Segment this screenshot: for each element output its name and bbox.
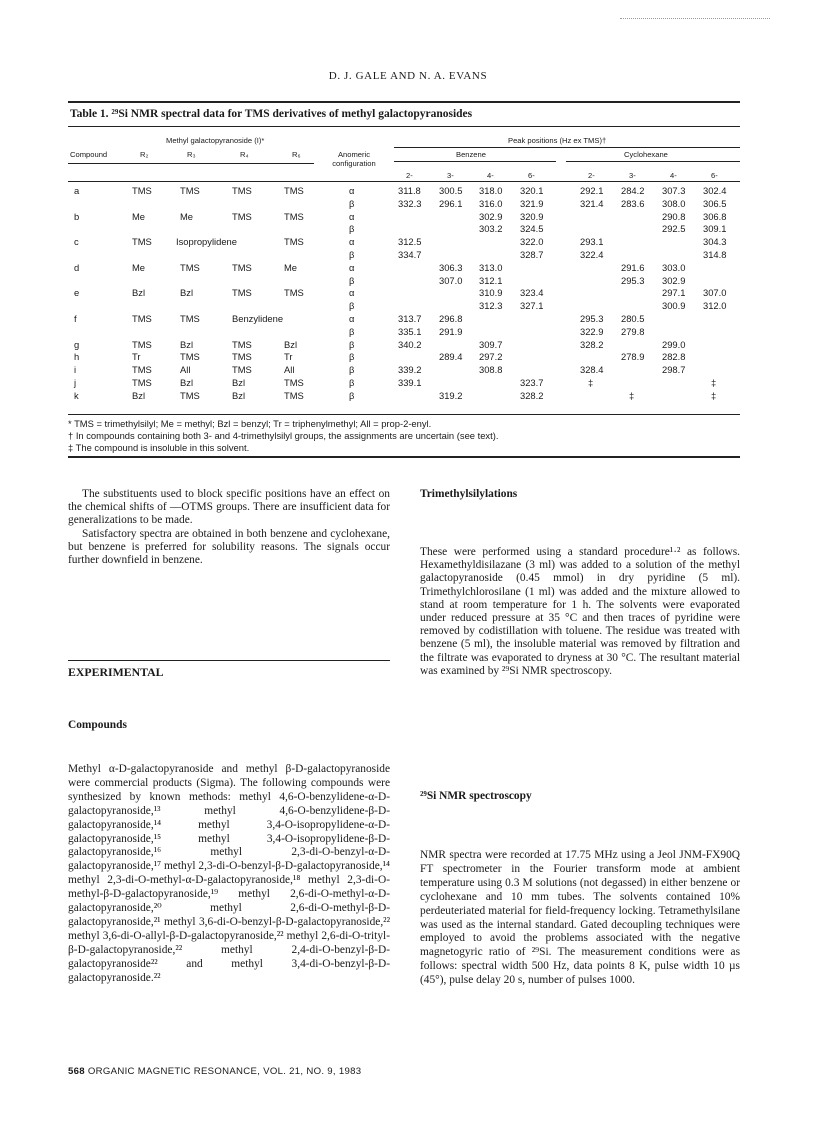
cell-peak-value: 280.5: [621, 313, 645, 324]
cell-peak-value: 306.5: [703, 197, 727, 209]
cell-peak-value: 328.2: [520, 389, 544, 401]
compound-label: b: [74, 210, 80, 222]
paragraph-solvents: Satisfactory spectra are obtained in both benzene and cyclohexane, but benzene is preferred for solubility reasons. The signals occur further downfield in benzene.: [68, 527, 390, 567]
compound-label: g: [74, 338, 80, 350]
cell-peak-value: 316.0: [479, 197, 503, 209]
paragraph-trimethylsilylation: These were performed using a standard procedure¹·² as follows. Hexamethyldisilazane (3 ml) was added to a solution of the methyl galactopyranoside (0.45 mmol) in dry pyridine (5 ml). Trimethylchlorosilane (1 ml) was added and the mixture allowed to stand at room temperature for 1 h. The solvents were evaporated under reduced pressure at 35 °C and then traces of pyridine were removed by codistillation with toluene. The residue was treated with benzene (5 ml), the insoluble material was removed by filtration and the filtrate was evaporated to dryness at 30 °C. The resultant material was examined by ²⁹Si NMR spectroscopy.: [420, 546, 740, 677]
cell-peak-value: 290.8: [662, 210, 686, 222]
right-column-procedure: [420, 546, 740, 678]
experimental-rule: [68, 660, 390, 661]
cell-peak-value: 318.0: [479, 185, 503, 196]
cell-peak-value: 322.4: [580, 249, 604, 260]
position-header: 3-: [447, 171, 454, 180]
cell-peak-value: 295.3: [621, 274, 645, 286]
cell-r4: TMS: [232, 364, 252, 376]
cell-anomeric: α: [349, 287, 355, 299]
position-header: 6-: [711, 171, 718, 180]
cell-r3: Me: [180, 210, 194, 222]
position-header: 2-: [406, 171, 413, 180]
cell-peak-value: 298.7: [662, 364, 686, 376]
position-header: 6-: [528, 171, 535, 180]
heading-experimental: EXPERIMENTAL: [68, 665, 164, 679]
cell-peak-value: 339.1: [398, 377, 422, 388]
col-header-r2: R₂: [140, 150, 149, 159]
cell-peak-value: 302.9: [479, 210, 503, 222]
cell-anomeric: α: [349, 236, 355, 248]
cell-r6: TMS: [284, 377, 304, 388]
left-column-compounds: [68, 763, 390, 986]
cell-anomeric: α: [349, 261, 355, 273]
cell-r6: TMS: [284, 210, 304, 222]
cell-r2: TMS: [132, 185, 152, 196]
corner-rule: [620, 18, 770, 19]
cell-anomeric: β: [349, 389, 355, 401]
cell-peak-value: 296.8: [439, 313, 463, 324]
cell-peak-value: 323.4: [520, 287, 544, 299]
cell-r6: TMS: [284, 287, 304, 299]
cell-r3: TMS: [180, 261, 200, 273]
group-header-left: Methyl galactopyranoside (I)*: [166, 136, 265, 145]
cell-peak-value: 319.2: [439, 389, 463, 401]
cell-anomeric: β: [349, 249, 355, 260]
cell-anomeric: β: [349, 223, 355, 235]
cell-anomeric: β: [349, 338, 355, 350]
cell-peak-value: 334.7: [398, 249, 422, 260]
cell-peak-value: 300.9: [662, 300, 686, 312]
peak-group-rule: [394, 147, 740, 148]
cell-r3: TMS: [180, 389, 200, 401]
compound-label: e: [74, 287, 80, 299]
cell-peak-value: 297.2: [479, 351, 503, 363]
compound-label: a: [74, 185, 80, 196]
cell-peak-value: 335.1: [398, 325, 422, 337]
cell-peak-value: 307.0: [439, 274, 463, 286]
cell-peak-value: ‡: [629, 389, 635, 401]
cell-peak-value: 283.6: [621, 197, 645, 209]
cell-peak-value: 292.1: [580, 185, 604, 196]
compound-label: h: [74, 351, 80, 363]
cell-peak-value: 324.5: [520, 223, 544, 235]
cell-peak-value: 322.0: [520, 236, 544, 248]
table-top-rule: [68, 101, 740, 103]
table-footnote-1: * TMS = trimethylsilyl; Me = methyl; Bzl = benzyl; Tr = triphenylmethyl; All = prop-2-enyl.: [68, 418, 432, 429]
cell-r2: TMS: [132, 364, 152, 376]
compound-label: f: [74, 313, 77, 324]
cell-peak-value: 295.3: [580, 313, 604, 324]
cell-peak-value: 307.0: [703, 287, 727, 299]
cell-peak-value: 302.9: [662, 274, 686, 286]
cell-r3: TMS: [180, 185, 200, 196]
cell-peak-value: 312.1: [479, 274, 503, 286]
col-header-r6: R₆: [292, 150, 301, 159]
cyclohexane-rule: [566, 161, 740, 162]
compound-label: c: [74, 236, 79, 248]
paragraph-substituents: The substituents used to block specific positions have an effect on the chemical shifts of —OTMS groups. There are insufficient data for generalizations to be made.: [68, 488, 390, 527]
cell-r2: TMS: [132, 377, 152, 388]
col-header-anomeric: Anomeric: [337, 150, 371, 159]
cell-peak-value: 328.2: [580, 338, 604, 350]
cell-r4: TMS: [232, 338, 252, 350]
position-header: 3-: [629, 171, 636, 180]
cell-peak-value: 284.2: [621, 185, 645, 196]
journal-citation: ORGANIC MAGNETIC RESONANCE, VOL. 21, NO. 9, 1983: [87, 1066, 362, 1077]
cell-peak-value: 302.4: [703, 185, 727, 196]
cell-r3: Bzl: [180, 287, 194, 299]
cell-r3: Bzl: [180, 338, 194, 350]
cell-r2: Tr: [132, 351, 141, 363]
cell-peak-value: 313.0: [479, 261, 503, 273]
cell-peak-value: 323.7: [520, 377, 544, 388]
cell-r6: TMS: [284, 236, 304, 248]
cell-peak-value: 328.4: [580, 364, 604, 376]
table-bottom-rule: [68, 414, 740, 415]
position-header: 4-: [670, 171, 677, 180]
cell-peak-value: 322.9: [580, 325, 604, 337]
cell-peak-value: 314.8: [703, 249, 727, 260]
cell-peak-value: 282.8: [662, 351, 686, 363]
cell-r4: TMS: [232, 185, 252, 196]
cell-peak-value: 299.0: [662, 338, 686, 350]
cell-r2: TMS: [132, 236, 152, 248]
page-footer: [68, 1066, 361, 1077]
cell-r2: Me: [132, 261, 146, 273]
cell-anomeric: α: [349, 313, 355, 324]
cell-peak-value: 303.2: [479, 223, 503, 235]
cell-peak-value: 313.7: [398, 313, 422, 324]
cell-r2: TMS: [132, 313, 152, 324]
cell-r6: TMS: [284, 389, 304, 401]
cell-r4: TMS: [232, 351, 252, 363]
table-end-rule: [68, 456, 740, 458]
cell-r4: TMS: [232, 261, 252, 273]
compound-label: d: [74, 261, 80, 273]
cell-peak-value: 320.1: [520, 185, 544, 196]
cell-peak-value: 327.1: [520, 300, 544, 312]
cell-r4: Bzl: [232, 389, 246, 401]
cell-peak-value: 300.5: [439, 185, 463, 196]
group-header-right: Peak positions (Hz ex TMS)†: [508, 136, 607, 145]
cell-peak-value: 332.3: [398, 197, 422, 209]
cell-r3: Bzl: [180, 377, 194, 388]
table-title: Table 1. ²⁹Si NMR spectral data for TMS derivatives of methyl galactopyranosides: [70, 108, 473, 120]
cell-peak-value: 311.8: [398, 185, 421, 196]
cell-substituent-span: Isopropylidene: [176, 236, 237, 248]
cell-peak-value: 292.5: [662, 223, 686, 235]
heading-nmr-spectroscopy: ²⁹Si NMR spectroscopy: [420, 790, 532, 802]
cell-r2: Bzl: [132, 287, 146, 299]
cell-r2: TMS: [132, 338, 152, 350]
cell-peak-value: 310.9: [479, 287, 503, 299]
running-head: D. J. GALE AND N. A. EVANS: [328, 70, 488, 82]
paragraph-compounds: Methyl α-D-galactopyranoside and methyl β-D-galactopyranoside were commercial products (Sigma). The following compounds were synthesized by known methods: methyl 4,6-O-benzylidene-α-D-galactopyranoside,¹³ methyl 4,6-O-benzylidene-β-D-galactopyranoside,¹⁴ methyl 3,4-O-isopropylidene-α-D-galactopyranoside,¹⁵ methyl 3,4-O-isopropylidene-β-D-galactopyranoside,¹⁶ methyl 2,3-di-O-benzyl-α-D-galactopyranoside,¹⁷ methyl 2,3-di-O-benzyl-β-D-galactopyranoside,¹⁴ methyl 2,3-di-O-methyl-α-D-galactopyranoside,¹⁸ methyl 2,3-di-O-methyl-β-D-galactopyranoside,¹⁹ methyl 2,6-di-O-methyl-α-D-galactopyranoside,²⁰ methyl 2,6-di-O-methyl-β-D-galactopyranoside,²¹ methyl 3,6-di-O-benzyl-β-D-galactopyranoside,²² methyl 3,6-di-O-allyl-β-D-galactopyranoside,²² methyl 2,6-di-O-trityl-β-D-galactopyranoside,²² methyl 2,4-di-O-benzyl-β-D-galactopyranoside²² and methyl 3,4-di-O-benzyl-β-D-galactopyranoside.²²: [68, 763, 390, 984]
compound-label: i: [74, 364, 77, 376]
cell-r6: TMS: [284, 185, 304, 196]
header-rule-left: [68, 163, 314, 164]
cell-r3: All: [180, 364, 191, 376]
cell-peak-value: 291.9: [439, 325, 463, 337]
cell-peak-value: 308.0: [662, 197, 686, 209]
cell-r4: TMS: [232, 210, 252, 222]
cell-peak-value: 307.3: [662, 185, 686, 196]
cell-r4: TMS: [232, 287, 252, 299]
cell-peak-value: 308.8: [479, 364, 503, 376]
cell-r6: All: [284, 364, 295, 376]
cell-peak-value: 289.4: [439, 351, 463, 363]
cell-r2: Bzl: [132, 389, 146, 401]
cell-peak-value: 303.0: [662, 261, 686, 273]
cell-r6: Tr: [284, 351, 293, 363]
cell-peak-value: 278.9: [621, 351, 645, 363]
col-header-configuration: configuration: [332, 159, 376, 168]
cell-peak-value: 312.5: [398, 236, 422, 248]
col-header-compound: Compound: [70, 150, 108, 159]
compound-label: j: [74, 377, 77, 388]
cell-peak-value: 312.0: [703, 300, 727, 312]
cell-peak-value: 320.9: [520, 210, 544, 222]
cell-r3: TMS: [180, 351, 200, 363]
cell-peak-value: 312.3: [479, 300, 503, 312]
table-title-rule: [68, 126, 740, 127]
cell-peak-value: 293.1: [580, 236, 604, 248]
col-header-benzene: Benzene: [456, 150, 486, 159]
benzene-rule: [394, 161, 556, 162]
cell-anomeric: β: [349, 197, 355, 209]
cell-peak-value: 306.8: [703, 210, 727, 222]
cell-r2: Me: [132, 210, 146, 222]
cell-anomeric: β: [349, 351, 355, 363]
cell-peak-value: ‡: [588, 377, 594, 388]
col-header-r4: R₄: [240, 150, 249, 159]
page-number: 568: [68, 1066, 85, 1077]
cell-anomeric: β: [349, 274, 355, 286]
cell-r6: Me: [284, 261, 298, 273]
cell-peak-value: 340.2: [398, 338, 422, 350]
cell-anomeric: α: [349, 185, 355, 196]
cell-anomeric: β: [349, 325, 355, 337]
cell-peak-value: 309.7: [479, 338, 503, 350]
cell-r3: TMS: [180, 313, 200, 324]
right-column-nmr: [420, 849, 740, 988]
heading-trimethylsilylations: Trimethylsilylations: [420, 488, 518, 500]
cell-peak-value: 297.1: [662, 287, 686, 299]
cell-peak-value: ‡: [711, 389, 717, 401]
cell-peak-value: 291.6: [621, 261, 645, 273]
position-header: 4-: [487, 171, 494, 180]
position-header: 2-: [588, 171, 595, 180]
paragraph-nmr: NMR spectra were recorded at 17.75 MHz using a Jeol JNM-FX90Q FT spectrometer in the Fourier transform mode at ambient temperature using 0.3 M solutions (not degassed) in either benzene or cyclohexane and 10 mm tubes. The solvents contained 10% perdeuteriated material for field-frequency locking. Tetramethylsilane was used as the internal standard. Gated decoupling techniques were employed to avoid the problems associated with the negative magnetogyric ratio of ²⁹Si. The measurement conditions were as follows: spectral width 500 Hz, data points 8 K, pulse width 10 µs (45°), pulse delay 20 s, number of pulses 1000.: [420, 849, 740, 987]
cell-peak-value: 328.7: [520, 249, 544, 260]
col-header-r3: R₃: [187, 150, 196, 159]
header-bottom-rule: [68, 181, 740, 182]
col-header-cyclohexane: Cyclohexane: [624, 150, 668, 159]
table-footnote-2: † In compounds containing both 3- and 4-trimethylsilyl groups, the assignments are uncertain (see text).: [68, 430, 499, 441]
compound-label: k: [74, 389, 79, 401]
cell-anomeric: β: [349, 364, 355, 376]
cell-r4: Bzl: [232, 377, 246, 388]
cell-peak-value: ‡: [711, 377, 717, 388]
cell-peak-value: 304.3: [703, 236, 727, 248]
cell-peak-value: 296.1: [439, 197, 463, 209]
cell-substituent-span: Benzylidene: [232, 313, 284, 324]
cell-anomeric: β: [349, 300, 355, 312]
cell-peak-value: 321.9: [520, 197, 544, 209]
cell-r6: Bzl: [284, 338, 298, 350]
left-column-intro: [68, 488, 390, 567]
heading-compounds: Compounds: [68, 719, 127, 731]
cell-peak-value: 321.4: [580, 197, 604, 209]
cell-peak-value: 339.2: [398, 364, 422, 376]
table-footnote-3: ‡ The compound is insoluble in this solvent.: [68, 442, 250, 453]
cell-anomeric: α: [349, 210, 355, 222]
cell-peak-value: 309.1: [703, 223, 727, 235]
cell-anomeric: β: [349, 377, 355, 388]
cell-peak-value: 279.8: [621, 325, 645, 337]
cell-peak-value: 306.3: [439, 261, 463, 273]
